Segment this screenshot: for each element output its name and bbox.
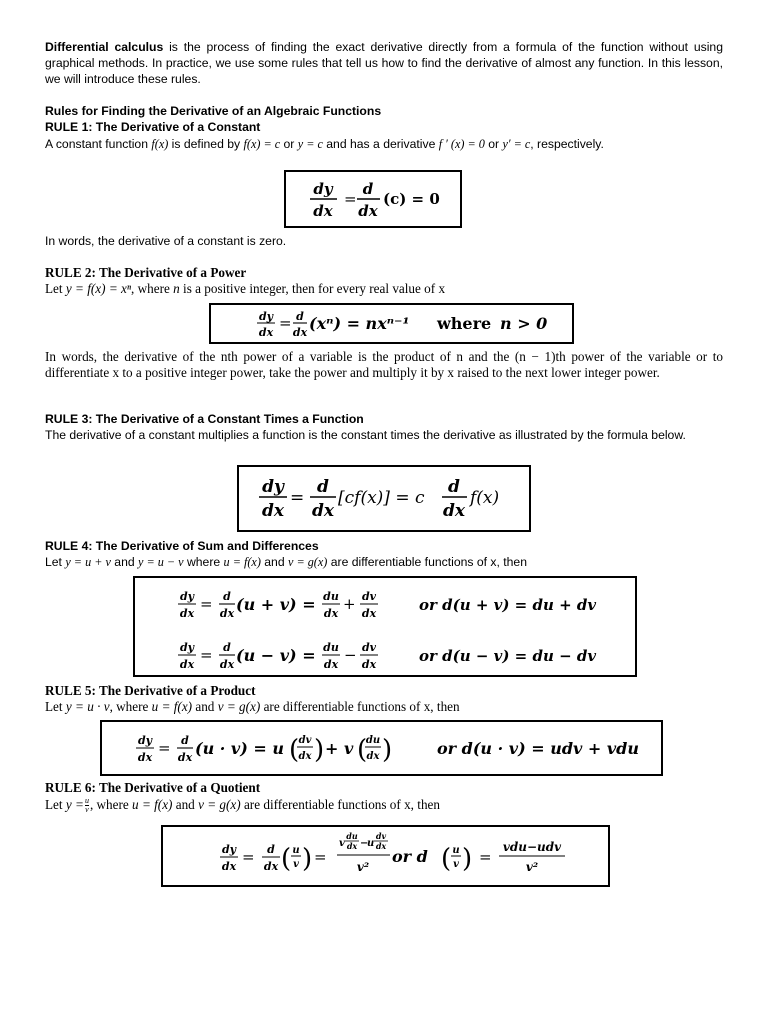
math-n: n [173,281,180,296]
section-title: Rules for Finding the Derivative of an Algebraic Functions [45,104,382,118]
rule4-text-c: where [183,555,224,569]
math-quot-u: u [84,796,89,806]
math-quot-y: y = [65,797,84,812]
rule4-diff-du: du [323,641,339,654]
rule3-mid: [cf(x)] = c [338,488,425,508]
rule1-text-d: and has a derivative [322,137,439,151]
rule6-num-du: du [346,831,358,841]
rule6-paren-close-2: ) [462,844,473,874]
intro-term: Differential calculus [45,40,164,54]
rule6-num-v: v [339,838,345,849]
rule4-sum-dv: dv [361,590,377,603]
rule3-dx-3: dx [442,501,466,521]
rule4-sum-dy: dy [179,590,195,603]
rule6-den-2: v² [525,860,539,874]
rule3-d-2: d [448,477,460,497]
rule5-paren-open-2: ( [357,735,368,765]
rule4-diff-minus: − [344,646,357,664]
rule4-text-e: are differentiable functions of x, then [327,555,527,569]
rule5-text-d: are differentiable functions of x, then [260,699,460,714]
rule1-formula-box [284,170,462,228]
math-v-def-3: v = g(x) [198,797,241,812]
rule4-diff-dx-4: dx [361,658,377,671]
rule5-text-b: , where [109,699,152,714]
rule4-sum-or: or d(u + v) = du + dv [419,596,597,614]
rule2-words: In words, the derivative of the nth power of a variable is the product of n and the (n − 1)th power of the variable or to differentiate x to a positive integer power, take the power and multiply it by x raised to the next lower integer power. [45,349,723,380]
rule4-sum-dx: dx [179,607,195,620]
math-diff-def: y = u − v [138,555,184,569]
rule3-title: RULE 3: The Derivative of a Constant Times a Function [45,412,364,426]
rule2-formula [211,305,572,342]
rule5-dy: dy [137,734,153,747]
rule6-paren-open-2: ( [441,844,452,874]
rule2-cond: n > 0 [500,314,548,333]
rule4-diff-dx: dx [179,658,195,671]
math-v-def: v = g(x) [287,555,328,569]
rule4-diff-mid: (u − v) = [236,646,316,665]
rule4-sum-du: du [323,590,339,603]
rule5-paren-open-1: ( [289,735,300,765]
rule4-diff-d: d [223,641,231,654]
rule1-text-b: is defined by [168,137,244,151]
rule4-sum-eq: = [200,595,213,613]
rule5-text-a: Let [45,699,66,714]
rule6-paren-close-1: ) [302,844,313,874]
rule1-d: d [362,180,374,198]
rule1-words: In words, the derivative of a constant is zero. [45,234,287,248]
rule2-dx-2: dx [292,326,308,339]
rule4-title: RULE 4: The Derivative of Sum and Differences [45,539,319,553]
rule1-text-a: A constant function [45,137,152,151]
intro-text: is the process of finding the exact derivative directly from a formula of the function without using graphical methods. In practice, we use some rules that tell us how to find the derivative of almost any function. In this lesson, we will introduce these rules. [45,40,723,86]
math-u-def: u = f(x) [223,555,261,569]
rule4-sum-dx-3: dx [323,607,339,620]
rule2-where: where [437,314,492,333]
rule6-num-dx-2: dx [375,841,387,851]
rule5-dv: dv [298,735,312,746]
math-quot-v: v [85,805,89,815]
rule4-diff-or: or d(u − v) = du − dv [419,647,597,665]
rule4-text-b: and [110,555,139,569]
rule1-text-c: or [280,137,298,151]
rule3-formula [239,467,529,530]
math-fprime: f ′ (x) = 0 [438,137,485,151]
math-y-eq-c: y = c [297,137,323,151]
rule3-d: d [317,477,329,497]
rule6-dx: dx [221,860,237,873]
math-u-def-3: u = f(x) [132,797,173,812]
rule6-eq-2: = [314,848,327,866]
rule6-d: d [267,843,275,856]
rule1-text-f: , respectively. [530,137,604,151]
rule4-sum-dx-4: dx [361,607,377,620]
math-fx: f(x) [151,137,169,151]
rule3-text: The derivative of a constant multiplies a function is the constant times the derivative as illustrated by the formula below. [45,428,686,442]
rule6-or: or d [392,847,428,866]
rule5-dx-3: dx [298,751,312,762]
rule2-formula-box [209,303,574,344]
rule6-num-u: u [367,838,375,849]
rule1-dx-2: dx [358,202,378,220]
rule5-eq: = [158,739,171,757]
rule6-eq-3: = [479,848,492,866]
rule5-dx-4: dx [366,751,380,762]
math-sum-def: y = u + v [65,555,111,569]
rule1-title: RULE 1: The Derivative of a Constant [45,120,261,134]
rule1-dx: dx [313,202,333,220]
rule5-d: d [181,734,189,747]
rule6-num-minus: − [360,838,369,849]
math-power-def: y = f(x) = xⁿ [65,281,132,296]
rule5-paren-close-1: ) [314,735,325,765]
math-v-def-2: v = g(x) [217,699,261,714]
rule4-sum-dx-2: dx [219,607,235,620]
rule4-text-d: and [260,555,288,569]
rule1-text [45,136,723,152]
rule3-dx-2: dx [311,501,335,521]
rule6-dx-2: dx [263,860,279,873]
rule6-den-1: v² [356,860,370,874]
rule2-eq: = [279,314,292,332]
rule4-formula [135,578,635,675]
rule4-text [45,554,723,570]
rule2-text [45,281,723,297]
rule2-dy: dy [258,310,274,323]
rule4-diff-dx-3: dx [323,658,339,671]
rule6-paren-open-1: ( [281,844,292,874]
rule6-v-2: v [453,859,459,870]
rule3-eq: = [290,488,305,508]
rule5-text [45,699,723,715]
rule1-dy: dy [313,180,333,198]
rule6-formula [163,827,608,885]
rule6-u: u [292,845,300,856]
rule6-eq-1: = [242,848,255,866]
rule4-sum-mid: (u + v) = [236,595,316,614]
rule4-text-a: Let [45,555,66,569]
rule6-text-b: , where [89,797,133,812]
rule5-plus: + v [325,739,354,758]
rule6-dy: dy [221,843,237,856]
rule5-dx: dx [137,751,153,764]
rule5-mid: (u · v) = u [195,739,284,758]
rule6-num-dv: dv [375,831,387,841]
rule1-formula [286,172,460,226]
rule6-u-2: u [452,845,460,856]
rule6-title: RULE 6: The Derivative of a Quotient [45,780,261,795]
rule3-end: f(x) [470,488,500,508]
rule5-text-c: and [192,699,218,714]
rule5-dx-2: dx [177,751,193,764]
rule4-sum-d: d [223,590,231,603]
math-yprime: y′ = c [502,137,531,151]
rule3-dy: dy [262,477,284,497]
rule2-title: RULE 2: The Derivative of a Power [45,265,247,280]
rule6-num-dx-1: dx [346,841,358,851]
rule2-text-a: Let [45,281,66,296]
rule4-diff-dy: dy [179,641,195,654]
rule2-d: d [296,310,304,323]
rule5-or: or d(u · v) = udv + vdu [437,739,639,758]
rule1-text-e: or [484,137,503,151]
math-quot-frac [85,797,89,814]
rule1-rhs: (c) = 0 [383,190,440,208]
rule6-text-c: and [172,797,199,812]
rule5-du: du [365,735,381,746]
rule4-diff-dv: dv [361,641,377,654]
rule6-text [45,797,723,814]
rule6-text-d: are differentiable functions of x, then [240,797,440,812]
math-prod-def: y = u · v [65,699,110,714]
rule6-text-a: Let [45,797,66,812]
rule1-eq: = [344,190,357,208]
math-u-def-2: u = f(x) [151,699,193,714]
rule2-dx: dx [258,326,274,339]
rule2-text-c: is a positive integer, then for every real value of x [179,281,446,296]
rule5-formula [102,722,661,774]
rule2-text-b: , where [131,281,174,296]
intro-paragraph [45,39,723,87]
rule4-formula-box [133,576,637,677]
rule4-sum-plus: + [343,595,356,613]
math-fx-eq-c: f(x) = c [243,137,281,151]
rule4-diff-eq: = [200,646,213,664]
rule3-dx: dx [261,501,285,521]
rule2-rhs: (xⁿ) = nxⁿ⁻¹ [309,314,410,333]
rule4-diff-dx-2: dx [219,658,235,671]
rule6-formula-box [161,825,610,887]
rule3-formula-box [237,465,531,532]
rule5-title: RULE 5: The Derivative of a Product [45,683,256,698]
rule6-num-2: vdu−udv [502,840,562,854]
rule5-paren-close-2: ) [382,735,393,765]
rule5-formula-box [100,720,663,776]
rule6-v: v [293,859,299,870]
